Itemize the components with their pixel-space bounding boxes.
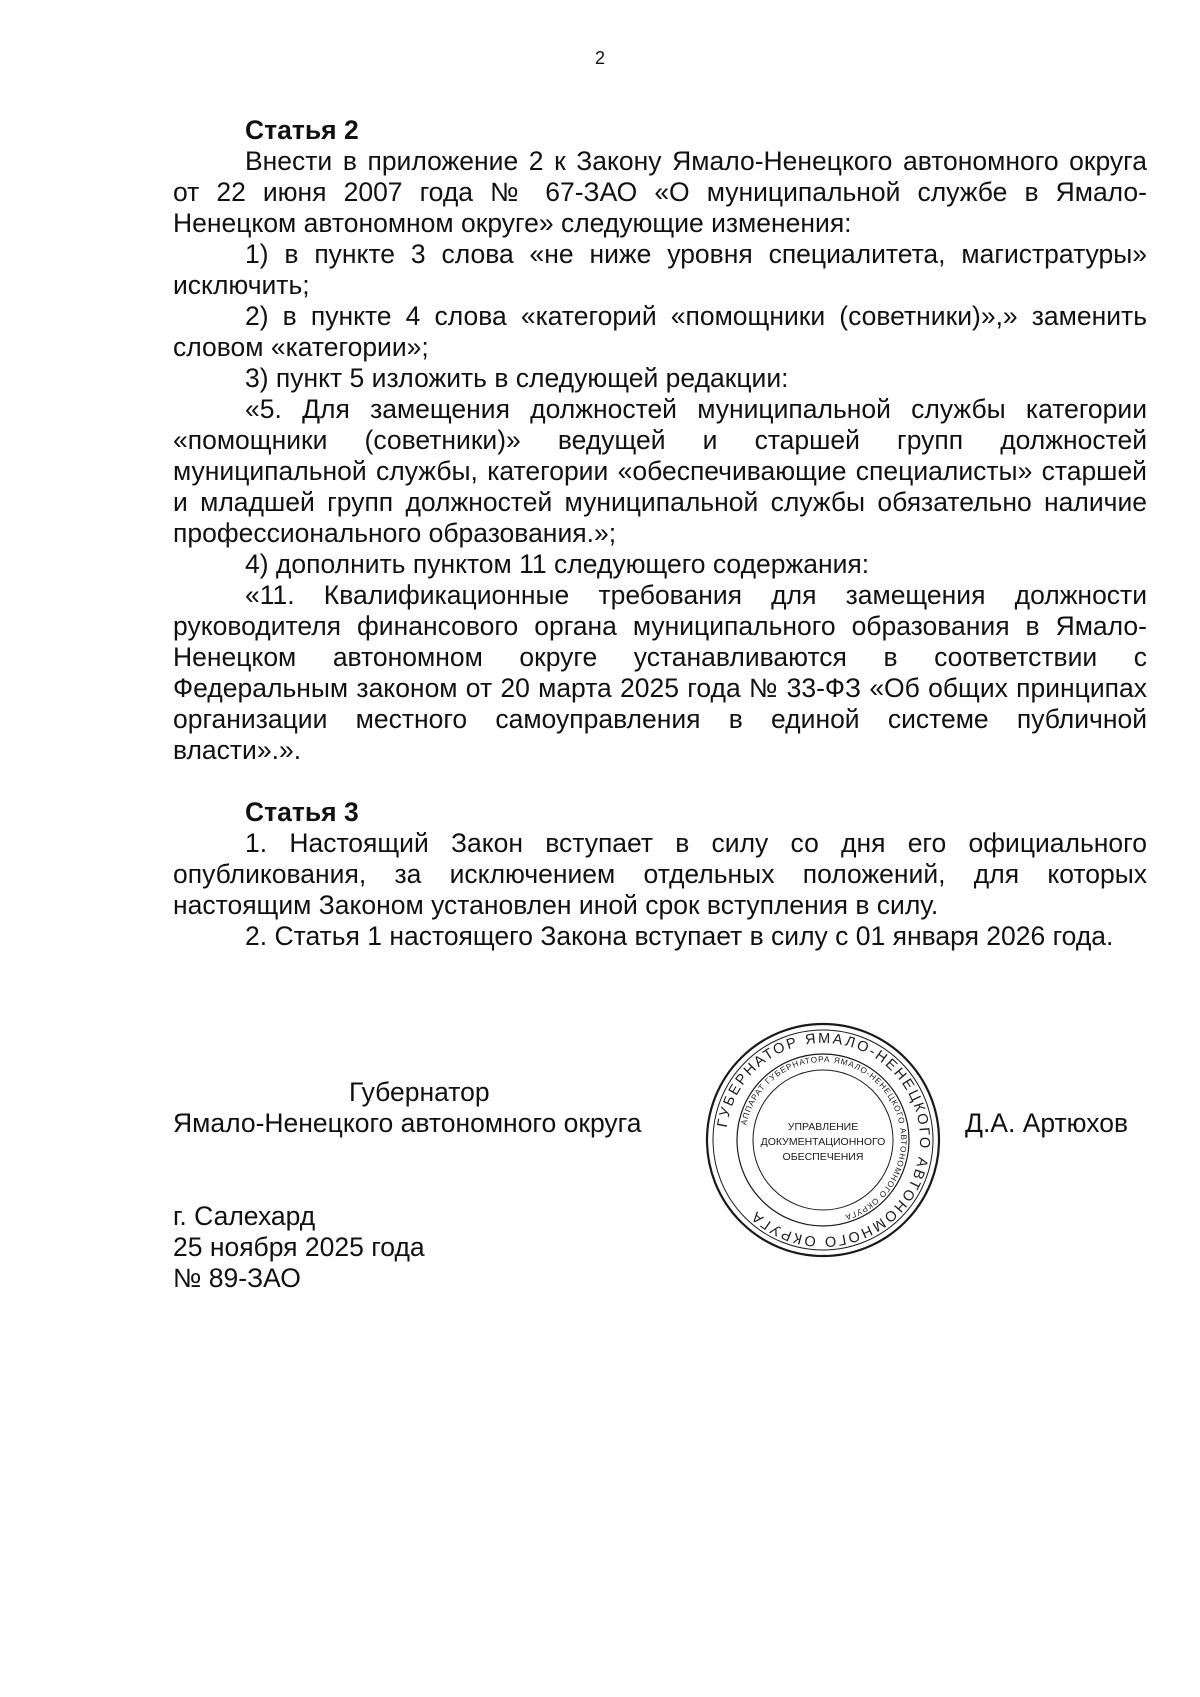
place-date-block <box>173 1201 425 1294</box>
article-2-item-3: 3) пункт 5 изложить в следующей редакции: <box>245 363 789 393</box>
article-2-item-4-text: «11. Квалификационные требования для замещения должности руководителя финансового органа муниципального образования в Ямало-Ненецком автономном округе устанавливаются в соответствии с Федеральным законом от 20 марта 2025 года № 33-ФЗ «Об общих принципах организации местного самоуправления в единой системе публичной власти».». <box>173 580 1147 765</box>
article-2-intro: Внести в приложение 2 к Закону Ямало-Ненецкого автономного округа от 22 июня 2007 года № 67-ЗАО «О муниципальной службе в Ямало-Ненецком автономном округе» следующие изменения: <box>173 146 1147 238</box>
article-3-heading: Статья 3 <box>245 797 359 827</box>
signer-name: Д.А. Артюхов <box>965 1108 1129 1138</box>
signer-title: Губернатор <box>349 1077 490 1107</box>
seal-inner-text: АППАРАТ ГУБЕРНАТОРА ЯМАЛО-НЕНЕЦКОГО АВТОНОМНОГО ОКРУГА <box>739 1054 909 1222</box>
article-2-item-4: 4) дополнить пунктом 11 следующего содержания: <box>245 549 870 579</box>
law-number: № 89-ЗАО <box>173 1263 301 1293</box>
seal-outer-text: ГУБЕРНАТОР ЯМАЛО-НЕНЕЦКОГО АВТОНОМНОГО ОКРУГА <box>714 1030 933 1250</box>
seal-center-line-3: ОБЕСПЕЧЕНИЯ <box>782 1151 864 1163</box>
article-2-item-3-text: «5. Для замещения должностей муниципальной службы категории «помощники (советники)» ведущей и старшей групп должностей муниципальной службы, категории «обеспечивающие специалисты» старшей и младшей групп должностей муниципальной службы обязательно наличие профессионального образования.»; <box>173 394 1147 548</box>
seal-center-line-2: ДОКУМЕНТАЦИОННОГО <box>760 1136 886 1148</box>
city: г. Салехард <box>173 1201 316 1231</box>
article-3-item-1: 1. Настоящий Закон вступает в силу со дня его официального опубликования, за исключением отдельных положений, для которых настоящим Законом установлен иной срок вступления в силу. <box>173 828 1147 920</box>
signature-block <box>173 1077 641 1139</box>
signer-region: Ямало-Ненецкого автономного округа <box>173 1108 642 1138</box>
article-2-heading: Статья 2 <box>245 115 359 145</box>
article-2-item-2: 2) в пункте 4 слова «категорий «помощники (советники)»,» заменить словом «категории»; <box>173 301 1147 362</box>
seal-center-line-1: УПРАВЛЕНИЕ <box>787 1121 859 1133</box>
law-date: 25 ноября 2025 года <box>173 1232 425 1262</box>
page-number: 2 <box>594 48 605 68</box>
document-body <box>173 115 1147 952</box>
article-2-item-1: 1) в пункте 3 слова «не ниже уровня специалитета, магистратуры» исключить; <box>173 239 1147 300</box>
article-3-item-2: 2. Статья 1 настоящего Закона вступает в силу с 01 января 2026 года. <box>245 921 1114 951</box>
official-seal <box>703 1020 943 1260</box>
